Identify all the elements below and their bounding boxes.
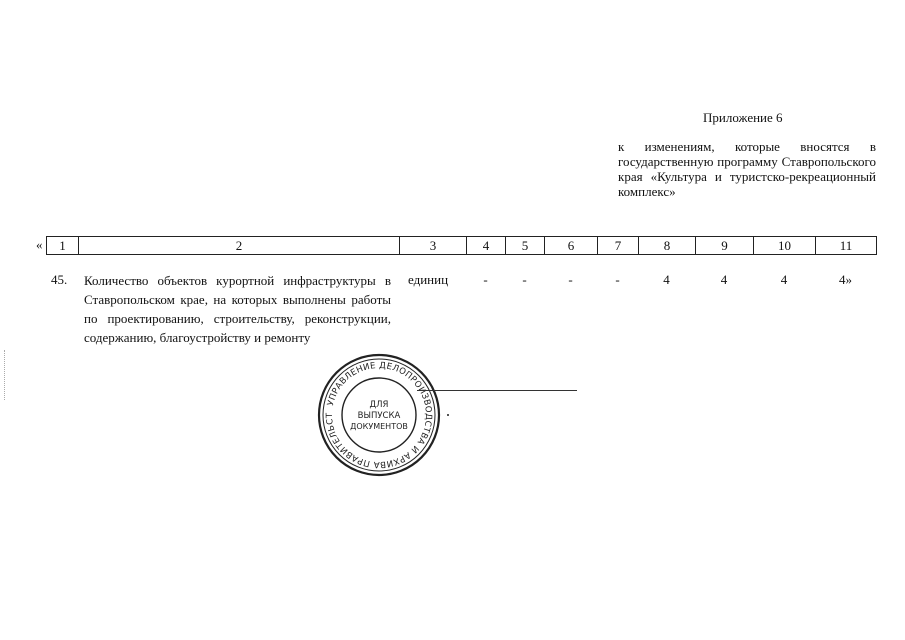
row-value-col8: 4 [663,272,670,287]
column-header-11: 11 [816,237,877,255]
seal-center-line-3: ДОКУМЕНТОВ [350,422,408,431]
seal-center-line-1: ДЛЯ [369,400,389,410]
column-header-1: 1 [47,237,79,255]
appendix-title: Приложение 6 [703,110,783,125]
column-header-2: 2 [79,237,400,255]
column-header-7: 7 [598,237,639,255]
appendix-caption: к изменениям, которые вносятся в государственную программу Ставропольского края «Культура и туристско-рекреационный комплекс» [618,139,876,199]
column-header-4: 4 [467,237,506,255]
row-value-col4: - [483,272,488,287]
row-unit: единиц [408,272,449,287]
signature-line [417,390,577,391]
column-header-8: 8 [639,237,696,255]
header-row [47,237,877,255]
row-number: 45. [51,272,68,287]
column-header-3: 3 [400,237,467,255]
seal-graphic [314,350,444,480]
row-value-col6: - [568,272,573,287]
official-seal-stamp [314,350,444,485]
column-header-6: 6 [545,237,598,255]
row-value-col11: 4» [839,272,852,287]
column-header-10: 10 [754,237,816,255]
opening-quote-mark: « [36,237,43,252]
row-value-col10: 4 [780,272,788,287]
row-value-col5: - [522,272,527,287]
scan-margin-mark [4,350,6,400]
column-header-5: 5 [506,237,545,255]
row-value-col9: 4 [720,272,728,287]
seal-center-line-2: ВЫПУСКА [357,411,401,421]
scan-speck [447,414,449,416]
row-value-col7: - [615,272,620,287]
seal-ring-text: УПРАВЛЕНИЕ ДЕЛОПРОИЗВОДСТВА И АРХИВА ПРАВИТЕЛЬСТ [324,360,434,470]
column-header-9: 9 [696,237,754,255]
column-number-header [46,236,877,255]
row-description: Количество объектов курортной инфраструктуры в Ставропольском крае, на которых выполнены работы по проектированию, строительству, реконструкции, содержанию, благоустройству и ремонту [84,273,391,345]
